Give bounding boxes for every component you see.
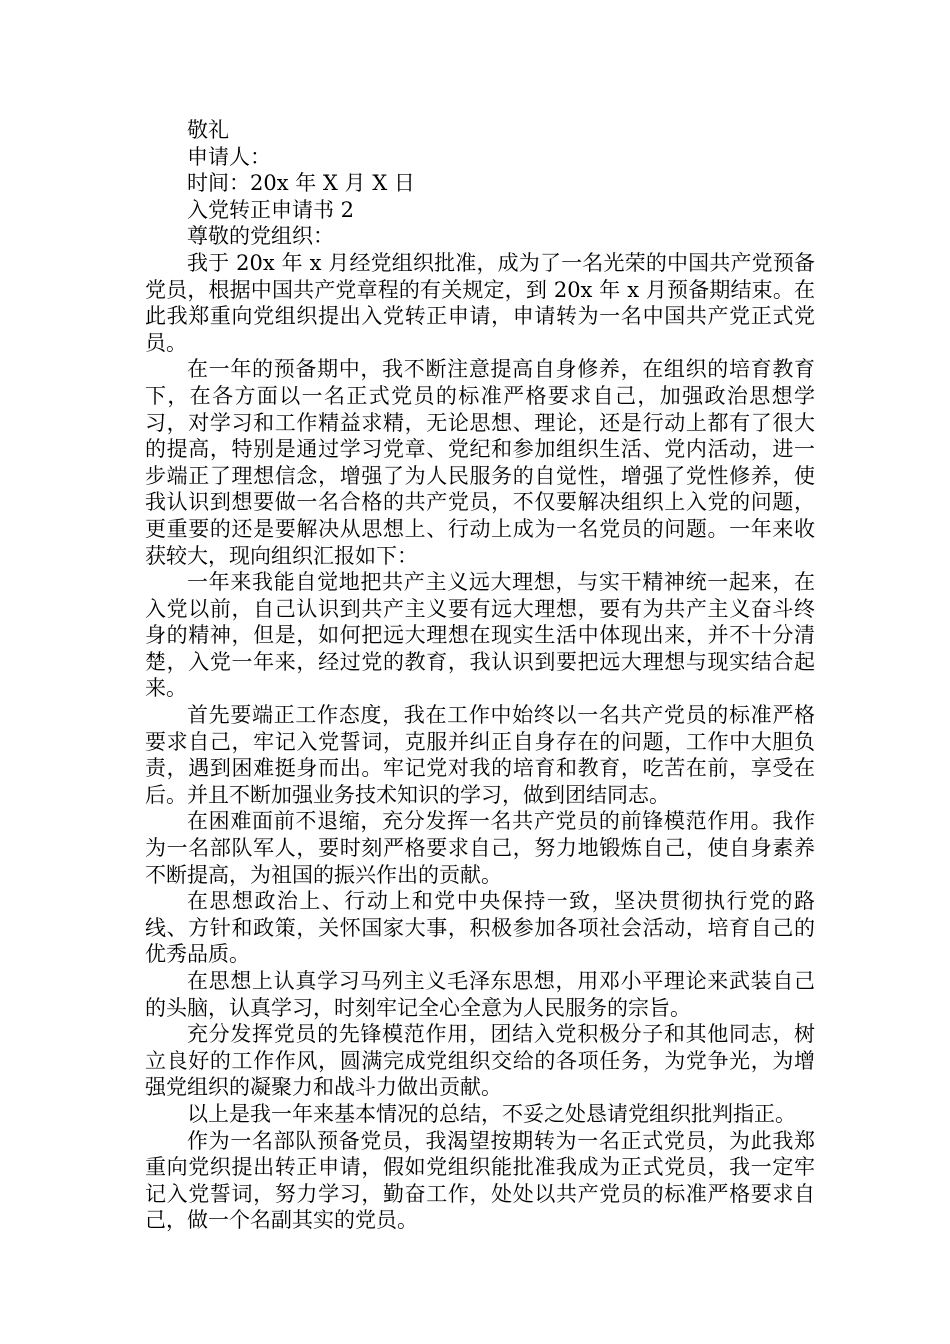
date-line: 时间：20x 年 X 月 X 日 (187, 171, 415, 196)
body-paragraph: 在一年的预备期中，我不断注意提高自身修养，在组织的培育教育下，在各方面以一名正式党员的标准严格要求自己，加强政治思想学习，对学习和工作精益求精，无论思想、理论，还是行动上都有了很大的提高，特别是通过学习党章、党纪和参加组织生活、党内活动，进一步端正了理想信念，增强了为人民服务的自觉性，增强了党性修养，使我认识到想要做一名合格的共产党员，不仅要解决组织上入党的问题，更重要的还是要解决从思想上、行动上成为一名党员的问题。一年来收获较大，现向组织汇报如下： (145, 357, 815, 568)
section-title: 入党转正申请书 2 (187, 197, 355, 222)
document-body (145, 117, 815, 1234)
body-paragraph: 首先要端正工作态度，我在工作中始终以一名共产党员的标准严格要求自己，牢记入党誓词，克服并纠正自身存在的问题，工作中大胆负责，遇到困难挺身而出。牢记党对我的培育和教育，吃苦在前，享受在后。并且不断加强业务技术知识的学习，做到团结同志。 (145, 703, 815, 807)
body-paragraph: 作为一名部队预备党员，我渴望按期转为一名正式党员，为此我郑重向党织提出转正申请，假如党组织能批准我成为正式党员，我一定牢记入党誓词，努力学习，勤奋工作，处处以共产党员的标准严格要求自己，做一个名副其实的党员。 (145, 1128, 815, 1233)
applicant-line: 申请人： (187, 144, 271, 169)
body-paragraph: 一年来我能自觉地把共产主义远大理想，与实干精神统一起来，在入党以前，自己认识到共产主义要有远大理想，要有为共产主义奋斗终身的精神，但是，如何把远大理想在现实生活中体现出来，并不十分清楚，入党一年来，经过党的教育，我认识到要把远大理想与现实结合起来。 (145, 570, 815, 701)
body-paragraph: 充分发挥党员的先锋模范作用，团结入党积极分子和其他同志，树立良好的工作作风，圆满完成党组织交给的各项任务，为党争光，为增强党组织的凝聚力和战斗力做出贡献。 (145, 1022, 815, 1100)
greeting-line: 尊敬的党组织： (187, 224, 334, 249)
body-paragraph: 在思想上认真学习马列主义毛泽东思想，用邓小平理论来武装自己的头脑，认真学习，时刻牢记全心全意为人民服务的宗旨。 (145, 969, 815, 1020)
body-paragraph: 在思想政治上、行动上和党中央保持一致，坚决贯彻执行党的路线、方针和政策，关怀国家大事，积极参加各项社会活动，培育自己的优秀品质。 (145, 889, 815, 967)
closing-salutation: 敬礼 (187, 118, 229, 142)
body-paragraph: 在困难面前不退缩，充分发挥一名共产党员的前锋模范作用。我作为一名部队军人，要时刻严格要求自己，努力地锻炼自己，使自身素养不断提高，为祖国的振兴作出的贡献。 (145, 809, 815, 887)
body-paragraph: 以上是我一年来基本情况的总结，不妥之处恳请党组织批判指正。 (187, 1101, 796, 1126)
body-paragraph: 我于 20x 年 x 月经党组织批准，成为了一名光荣的中国共产党预备党员，根据中国共产党章程的有关规定，到 20x 年 x 月预备期结束。在此我郑重向党组织提出入党转正申请，申请转为一名中国共产党正式党员。 (145, 250, 815, 355)
